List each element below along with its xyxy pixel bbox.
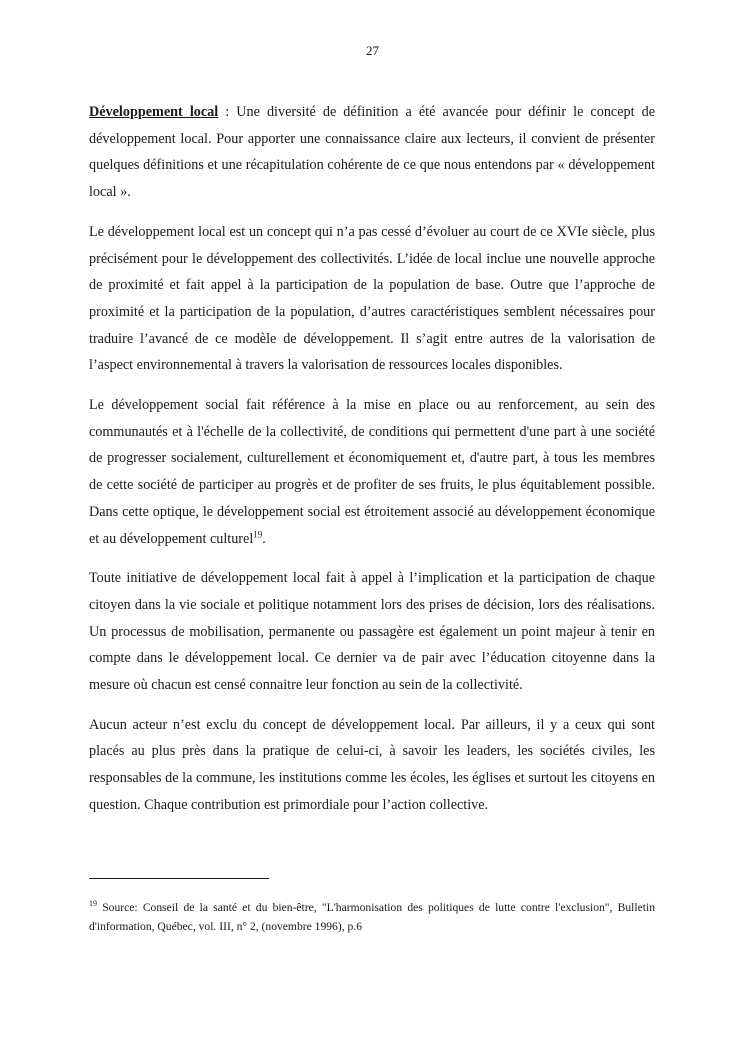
footnote-separator: [89, 878, 269, 879]
paragraph-citizen-participation: Toute initiative de développement local fait à appel à l’implication et la participation de chaque citoyen dans la vie sociale et politique notamment lors des prises de décision, lors des réalisations. Un processus de mobilisation, permanente ou passagère est également un point majeur à tenir en compte dans le développement local. Ce dernier va de pair avec l’éducation citoyenne dans la mesure où chacun est censé connaitre leur fonction au sein de la collectivité.: [89, 570, 655, 694]
paragraph-social-development: [89, 392, 655, 552]
paragraph-social-development-text: Le développement social fait référence à la mise en place ou au renforcement, au sein des communautés et à l'échelle de la collectivité, de conditions qui permettent d'une part à une société de progresser socialement, culturellement et économiquement et, d'autre part, à tous les membres de cette société de participer au progrès et de profiter de ses fruits, le plus équitablement possible. Dans cette optique, le développement social est étroitement associé au développement économique et au développement culturel: [89, 397, 655, 547]
footnote-text: Source: Conseil de la santé et du bien-être, "L'harmonisation des politiques de lutte contre l'exclusion", Bulletin d'information, Québec, vol. III, n° 2, (novembre 1996), p.6: [89, 901, 655, 933]
page-number: 27: [366, 43, 379, 58]
paragraph-definition-intro-text: : Une diversité de définition a été avancée pour définir le concept de développement local. Pour apporter une connaissance claire aux lecteurs, il convient de présenter quelques définitions et une récapitulation cohérente de ce que nous entendons par « développement local ».: [89, 104, 655, 201]
term-developpement-local: Développement local: [89, 104, 219, 120]
paragraph-social-development-end: .: [262, 530, 266, 547]
footnote-number: 19: [89, 899, 97, 909]
paragraph-definition-intro: [89, 99, 655, 206]
footnote: [89, 898, 655, 936]
paragraph-local-development: Le développement local est un concept qui n’a pas cessé d’évoluer au court de ce XVIe siècle, plus précisément pour le développement des collectivités. L’idée de local inclue une nouvelle approche de proximité et fait appel à la participation de la population de base. Outre que l’approche de proximité et la participation de la population, d’autres caractéristiques semblent nécessaires pour traduire l’avancé de ce modèle de développement. Il s’agit entre autres de la valorisation de l’aspect environnemental à travers la valorisation de ressources locales disponibles.: [89, 223, 655, 374]
body-text: [89, 99, 655, 832]
footnote-reference[interactable]: 19: [253, 528, 263, 539]
paragraph-actors: Aucun acteur n’est exclu du concept de développement local. Par ailleurs, il y a ceux qui sont placés au plus près dans la pratique de celui-ci, à savoir les leaders, les sociétés civiles, les responsables de la commune, les institutions comme les écoles, les églises et surtout les citoyens en question. Chaque contribution est primordiale pour l’action collective.: [89, 716, 655, 813]
